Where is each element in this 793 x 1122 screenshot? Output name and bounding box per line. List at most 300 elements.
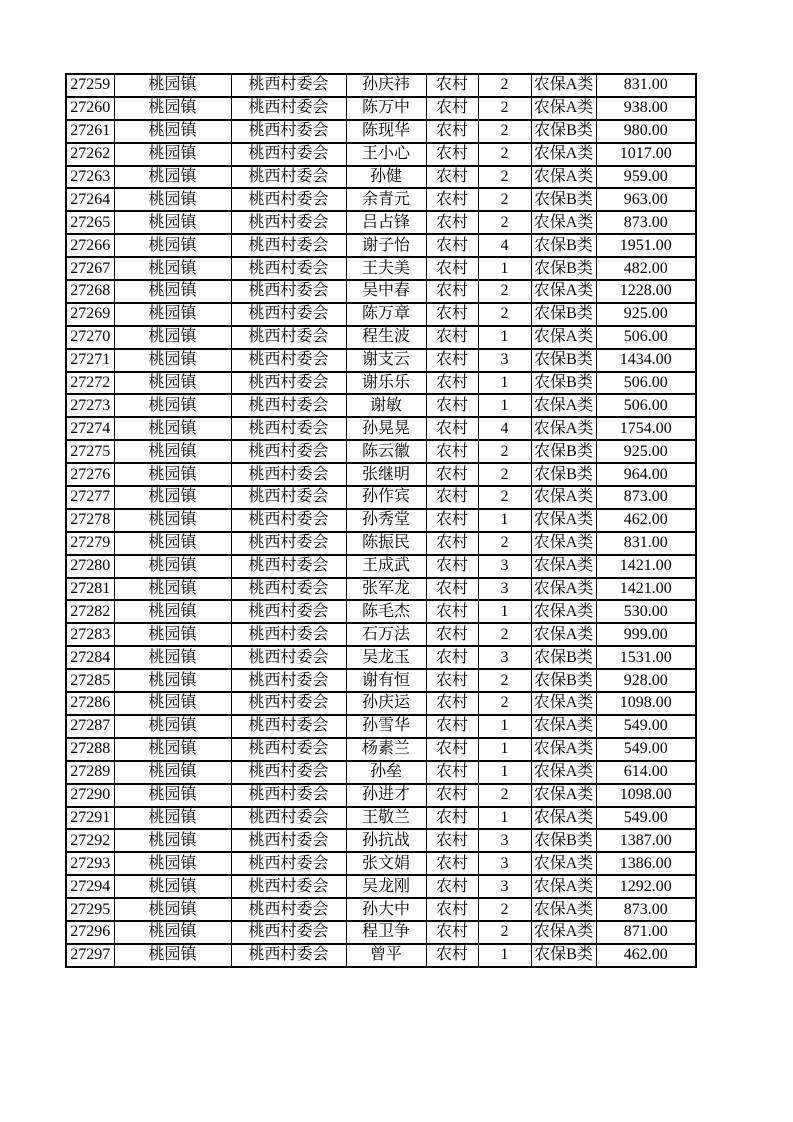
cell-record-id: 27280 xyxy=(66,555,114,578)
cell-village-committee: 桃西村委会 xyxy=(231,921,346,944)
cell-person-name: 孙庆运 xyxy=(346,692,426,715)
cell-person-name: 孙晃晃 xyxy=(346,417,426,440)
cell-person-name: 孙秀堂 xyxy=(346,509,426,532)
cell-residence-type: 农村 xyxy=(426,211,478,234)
cell-record-id: 27259 xyxy=(66,74,114,97)
cell-record-id: 27272 xyxy=(66,372,114,395)
cell-record-id: 27281 xyxy=(66,578,114,601)
cell-person-name: 孙健 xyxy=(346,166,426,189)
cell-amount: 963.00 xyxy=(596,188,696,211)
cell-record-id: 27273 xyxy=(66,394,114,417)
cell-town: 桃园镇 xyxy=(114,784,231,807)
cell-person-count: 2 xyxy=(478,669,531,692)
cell-town: 桃园镇 xyxy=(114,349,231,372)
cell-residence-type: 农村 xyxy=(426,234,478,257)
cell-person-count: 1 xyxy=(478,761,531,784)
cell-residence-type: 农村 xyxy=(426,417,478,440)
cell-record-id: 27266 xyxy=(66,234,114,257)
cell-village-committee: 桃西村委会 xyxy=(231,417,346,440)
cell-village-committee: 桃西村委会 xyxy=(231,211,346,234)
cell-record-id: 27260 xyxy=(66,97,114,120)
cell-person-count: 2 xyxy=(478,784,531,807)
cell-person-count: 2 xyxy=(478,120,531,143)
cell-amount: 549.00 xyxy=(596,715,696,738)
cell-village-committee: 桃西村委会 xyxy=(231,463,346,486)
cell-person-count: 3 xyxy=(478,829,531,852)
cell-person-count: 1 xyxy=(478,715,531,738)
table-row xyxy=(66,532,696,555)
cell-village-committee: 桃西村委会 xyxy=(231,143,346,166)
cell-insurance-category: 农保A类 xyxy=(531,623,596,646)
table-row xyxy=(66,74,696,97)
cell-person-count: 3 xyxy=(478,852,531,875)
cell-insurance-category: 农保A类 xyxy=(531,326,596,349)
cell-amount: 873.00 xyxy=(596,211,696,234)
cell-village-committee: 桃西村委会 xyxy=(231,829,346,852)
cell-person-name: 王敬兰 xyxy=(346,807,426,830)
cell-amount: 1098.00 xyxy=(596,784,696,807)
cell-person-count: 3 xyxy=(478,578,531,601)
cell-amount: 999.00 xyxy=(596,623,696,646)
table-row xyxy=(66,623,696,646)
cell-insurance-category: 农保A类 xyxy=(531,166,596,189)
table-row xyxy=(66,463,696,486)
cell-town: 桃园镇 xyxy=(114,143,231,166)
cell-insurance-category: 农保A类 xyxy=(531,486,596,509)
cell-residence-type: 农村 xyxy=(426,944,478,967)
cell-town: 桃园镇 xyxy=(114,303,231,326)
cell-residence-type: 农村 xyxy=(426,280,478,303)
cell-person-name: 谢敏 xyxy=(346,394,426,417)
cell-insurance-category: 农保A类 xyxy=(531,211,596,234)
cell-person-name: 吴龙刚 xyxy=(346,875,426,898)
cell-person-count: 1 xyxy=(478,944,531,967)
cell-person-name: 程卫争 xyxy=(346,921,426,944)
cell-town: 桃园镇 xyxy=(114,394,231,417)
cell-residence-type: 农村 xyxy=(426,738,478,761)
cell-record-id: 27289 xyxy=(66,761,114,784)
cell-insurance-category: 农保A类 xyxy=(531,715,596,738)
cell-residence-type: 农村 xyxy=(426,761,478,784)
cell-person-count: 1 xyxy=(478,807,531,830)
cell-residence-type: 农村 xyxy=(426,120,478,143)
cell-record-id: 27291 xyxy=(66,807,114,830)
cell-amount: 462.00 xyxy=(596,509,696,532)
table-row xyxy=(66,578,696,601)
cell-person-name: 余青元 xyxy=(346,188,426,211)
cell-insurance-category: 农保A类 xyxy=(531,97,596,120)
cell-person-name: 陈万章 xyxy=(346,303,426,326)
table-row xyxy=(66,417,696,440)
cell-insurance-category: 农保A类 xyxy=(531,784,596,807)
cell-amount: 938.00 xyxy=(596,97,696,120)
cell-insurance-category: 农保A类 xyxy=(531,280,596,303)
cell-record-id: 27290 xyxy=(66,784,114,807)
cell-insurance-category: 农保B类 xyxy=(531,829,596,852)
cell-insurance-category: 农保A类 xyxy=(531,555,596,578)
cell-person-name: 陈现华 xyxy=(346,120,426,143)
cell-amount: 980.00 xyxy=(596,120,696,143)
cell-amount: 506.00 xyxy=(596,326,696,349)
cell-record-id: 27267 xyxy=(66,257,114,280)
cell-insurance-category: 农保B类 xyxy=(531,669,596,692)
cell-record-id: 27269 xyxy=(66,303,114,326)
cell-person-name: 谢支云 xyxy=(346,349,426,372)
cell-town: 桃园镇 xyxy=(114,921,231,944)
cell-town: 桃园镇 xyxy=(114,555,231,578)
cell-residence-type: 农村 xyxy=(426,623,478,646)
cell-town: 桃园镇 xyxy=(114,120,231,143)
cell-amount: 549.00 xyxy=(596,738,696,761)
table-row xyxy=(66,440,696,463)
table-row xyxy=(66,394,696,417)
cell-town: 桃园镇 xyxy=(114,532,231,555)
cell-insurance-category: 农保A类 xyxy=(531,761,596,784)
cell-village-committee: 桃西村委会 xyxy=(231,784,346,807)
cell-town: 桃园镇 xyxy=(114,486,231,509)
cell-insurance-category: 农保B类 xyxy=(531,349,596,372)
cell-village-committee: 桃西村委会 xyxy=(231,623,346,646)
cell-amount: 1421.00 xyxy=(596,578,696,601)
cell-village-committee: 桃西村委会 xyxy=(231,74,346,97)
cell-amount: 1386.00 xyxy=(596,852,696,875)
cell-person-name: 孙进才 xyxy=(346,784,426,807)
cell-person-count: 1 xyxy=(478,738,531,761)
cell-town: 桃园镇 xyxy=(114,188,231,211)
cell-residence-type: 农村 xyxy=(426,852,478,875)
cell-insurance-category: 农保B类 xyxy=(531,257,596,280)
cell-amount: 1951.00 xyxy=(596,234,696,257)
cell-record-id: 27262 xyxy=(66,143,114,166)
cell-village-committee: 桃西村委会 xyxy=(231,349,346,372)
cell-town: 桃园镇 xyxy=(114,600,231,623)
table-row xyxy=(66,784,696,807)
cell-record-id: 27264 xyxy=(66,188,114,211)
cell-town: 桃园镇 xyxy=(114,578,231,601)
cell-residence-type: 农村 xyxy=(426,463,478,486)
cell-residence-type: 农村 xyxy=(426,303,478,326)
cell-residence-type: 农村 xyxy=(426,166,478,189)
table-row xyxy=(66,738,696,761)
cell-town: 桃园镇 xyxy=(114,669,231,692)
table-row xyxy=(66,486,696,509)
cell-town: 桃园镇 xyxy=(114,738,231,761)
cell-person-count: 1 xyxy=(478,257,531,280)
cell-village-committee: 桃西村委会 xyxy=(231,898,346,921)
cell-person-count: 1 xyxy=(478,394,531,417)
cell-residence-type: 农村 xyxy=(426,394,478,417)
cell-village-committee: 桃西村委会 xyxy=(231,97,346,120)
cell-insurance-category: 农保B类 xyxy=(531,372,596,395)
cell-person-name: 杨素兰 xyxy=(346,738,426,761)
cell-person-count: 2 xyxy=(478,166,531,189)
cell-person-count: 2 xyxy=(478,921,531,944)
cell-insurance-category: 农保B类 xyxy=(531,234,596,257)
table-row xyxy=(66,600,696,623)
cell-residence-type: 农村 xyxy=(426,349,478,372)
cell-town: 桃园镇 xyxy=(114,509,231,532)
cell-village-committee: 桃西村委会 xyxy=(231,852,346,875)
cell-town: 桃园镇 xyxy=(114,326,231,349)
cell-person-count: 2 xyxy=(478,280,531,303)
cell-person-count: 3 xyxy=(478,555,531,578)
cell-person-name: 陈云徽 xyxy=(346,440,426,463)
cell-village-committee: 桃西村委会 xyxy=(231,669,346,692)
cell-insurance-category: 农保A类 xyxy=(531,738,596,761)
cell-record-id: 27293 xyxy=(66,852,114,875)
cell-insurance-category: 农保A类 xyxy=(531,875,596,898)
cell-person-count: 2 xyxy=(478,74,531,97)
cell-person-name: 吴龙玉 xyxy=(346,646,426,669)
cell-record-id: 27294 xyxy=(66,875,114,898)
table-row xyxy=(66,898,696,921)
table-row xyxy=(66,372,696,395)
cell-residence-type: 农村 xyxy=(426,646,478,669)
cell-insurance-category: 农保A类 xyxy=(531,532,596,555)
cell-person-name: 孙大中 xyxy=(346,898,426,921)
cell-village-committee: 桃西村委会 xyxy=(231,486,346,509)
cell-village-committee: 桃西村委会 xyxy=(231,372,346,395)
cell-person-count: 1 xyxy=(478,372,531,395)
cell-amount: 873.00 xyxy=(596,486,696,509)
cell-village-committee: 桃西村委会 xyxy=(231,188,346,211)
cell-residence-type: 农村 xyxy=(426,509,478,532)
table-row xyxy=(66,143,696,166)
cell-record-id: 27261 xyxy=(66,120,114,143)
cell-town: 桃园镇 xyxy=(114,280,231,303)
cell-village-committee: 桃西村委会 xyxy=(231,257,346,280)
cell-residence-type: 农村 xyxy=(426,807,478,830)
cell-person-count: 4 xyxy=(478,234,531,257)
cell-amount: 925.00 xyxy=(596,440,696,463)
cell-person-name: 孙垒 xyxy=(346,761,426,784)
cell-record-id: 27275 xyxy=(66,440,114,463)
cell-village-committee: 桃西村委会 xyxy=(231,944,346,967)
cell-record-id: 27287 xyxy=(66,715,114,738)
cell-residence-type: 农村 xyxy=(426,898,478,921)
cell-person-name: 吕占锋 xyxy=(346,211,426,234)
cell-residence-type: 农村 xyxy=(426,715,478,738)
cell-village-committee: 桃西村委会 xyxy=(231,303,346,326)
cell-amount: 614.00 xyxy=(596,761,696,784)
cell-town: 桃园镇 xyxy=(114,257,231,280)
cell-person-count: 2 xyxy=(478,692,531,715)
cell-amount: 1434.00 xyxy=(596,349,696,372)
payment-register-table xyxy=(65,73,697,968)
cell-record-id: 27285 xyxy=(66,669,114,692)
cell-residence-type: 农村 xyxy=(426,188,478,211)
cell-village-committee: 桃西村委会 xyxy=(231,326,346,349)
cell-town: 桃园镇 xyxy=(114,875,231,898)
cell-town: 桃园镇 xyxy=(114,623,231,646)
cell-amount: 871.00 xyxy=(596,921,696,944)
cell-record-id: 27297 xyxy=(66,944,114,967)
cell-amount: 1098.00 xyxy=(596,692,696,715)
cell-person-count: 2 xyxy=(478,486,531,509)
cell-insurance-category: 农保A类 xyxy=(531,74,596,97)
cell-person-name: 王夫美 xyxy=(346,257,426,280)
cell-residence-type: 农村 xyxy=(426,578,478,601)
table-row xyxy=(66,692,696,715)
cell-village-committee: 桃西村委会 xyxy=(231,600,346,623)
cell-town: 桃园镇 xyxy=(114,646,231,669)
cell-person-count: 2 xyxy=(478,623,531,646)
cell-village-committee: 桃西村委会 xyxy=(231,440,346,463)
cell-person-name: 谢乐乐 xyxy=(346,372,426,395)
cell-amount: 831.00 xyxy=(596,532,696,555)
cell-amount: 873.00 xyxy=(596,898,696,921)
cell-amount: 506.00 xyxy=(596,372,696,395)
table-row xyxy=(66,326,696,349)
cell-person-name: 谢子怡 xyxy=(346,234,426,257)
cell-insurance-category: 农保A类 xyxy=(531,807,596,830)
table-row xyxy=(66,944,696,967)
cell-amount: 549.00 xyxy=(596,807,696,830)
cell-person-name: 曾平 xyxy=(346,944,426,967)
cell-record-id: 27296 xyxy=(66,921,114,944)
cell-village-committee: 桃西村委会 xyxy=(231,394,346,417)
cell-person-count: 4 xyxy=(478,417,531,440)
cell-record-id: 27265 xyxy=(66,211,114,234)
table-row xyxy=(66,211,696,234)
cell-residence-type: 农村 xyxy=(426,97,478,120)
cell-village-committee: 桃西村委会 xyxy=(231,509,346,532)
cell-person-count: 3 xyxy=(478,646,531,669)
cell-village-committee: 桃西村委会 xyxy=(231,120,346,143)
cell-record-id: 27270 xyxy=(66,326,114,349)
cell-record-id: 27277 xyxy=(66,486,114,509)
cell-residence-type: 农村 xyxy=(426,372,478,395)
table-row xyxy=(66,120,696,143)
cell-residence-type: 农村 xyxy=(426,257,478,280)
cell-person-count: 2 xyxy=(478,97,531,120)
cell-village-committee: 桃西村委会 xyxy=(231,578,346,601)
cell-person-name: 程生波 xyxy=(346,326,426,349)
cell-insurance-category: 农保B类 xyxy=(531,120,596,143)
cell-person-name: 陈毛杰 xyxy=(346,600,426,623)
table-row xyxy=(66,166,696,189)
cell-town: 桃园镇 xyxy=(114,372,231,395)
cell-residence-type: 农村 xyxy=(426,692,478,715)
table-row xyxy=(66,921,696,944)
cell-village-committee: 桃西村委会 xyxy=(231,692,346,715)
cell-residence-type: 农村 xyxy=(426,486,478,509)
cell-person-name: 陈万中 xyxy=(346,97,426,120)
cell-insurance-category: 农保B类 xyxy=(531,440,596,463)
cell-village-committee: 桃西村委会 xyxy=(231,875,346,898)
cell-amount: 1421.00 xyxy=(596,555,696,578)
cell-residence-type: 农村 xyxy=(426,440,478,463)
table-row xyxy=(66,646,696,669)
cell-record-id: 27284 xyxy=(66,646,114,669)
cell-record-id: 27271 xyxy=(66,349,114,372)
cell-record-id: 27283 xyxy=(66,623,114,646)
cell-insurance-category: 农保A类 xyxy=(531,692,596,715)
cell-record-id: 27292 xyxy=(66,829,114,852)
cell-record-id: 27268 xyxy=(66,280,114,303)
cell-town: 桃园镇 xyxy=(114,211,231,234)
cell-insurance-category: 农保A类 xyxy=(531,394,596,417)
table-row xyxy=(66,188,696,211)
cell-person-count: 2 xyxy=(478,211,531,234)
table-row xyxy=(66,234,696,257)
table-row xyxy=(66,761,696,784)
cell-town: 桃园镇 xyxy=(114,440,231,463)
cell-village-committee: 桃西村委会 xyxy=(231,761,346,784)
cell-record-id: 27282 xyxy=(66,600,114,623)
table-row xyxy=(66,807,696,830)
cell-insurance-category: 农保A类 xyxy=(531,921,596,944)
cell-residence-type: 农村 xyxy=(426,326,478,349)
cell-town: 桃园镇 xyxy=(114,715,231,738)
cell-residence-type: 农村 xyxy=(426,829,478,852)
cell-amount: 959.00 xyxy=(596,166,696,189)
cell-village-committee: 桃西村委会 xyxy=(231,715,346,738)
cell-village-committee: 桃西村委会 xyxy=(231,738,346,761)
cell-person-count: 2 xyxy=(478,898,531,921)
table-row xyxy=(66,280,696,303)
cell-town: 桃园镇 xyxy=(114,417,231,440)
cell-record-id: 27295 xyxy=(66,898,114,921)
table-row xyxy=(66,349,696,372)
cell-person-name: 王成武 xyxy=(346,555,426,578)
cell-person-name: 陈振民 xyxy=(346,532,426,555)
cell-amount: 530.00 xyxy=(596,600,696,623)
cell-person-name: 孙庆祎 xyxy=(346,74,426,97)
cell-town: 桃园镇 xyxy=(114,74,231,97)
cell-town: 桃园镇 xyxy=(114,829,231,852)
cell-village-committee: 桃西村委会 xyxy=(231,166,346,189)
cell-amount: 1017.00 xyxy=(596,143,696,166)
cell-person-name: 孙抗战 xyxy=(346,829,426,852)
cell-amount: 928.00 xyxy=(596,669,696,692)
cell-insurance-category: 农保A类 xyxy=(531,578,596,601)
cell-village-committee: 桃西村委会 xyxy=(231,532,346,555)
cell-amount: 1531.00 xyxy=(596,646,696,669)
table-row xyxy=(66,257,696,280)
cell-person-count: 2 xyxy=(478,463,531,486)
cell-person-name: 张继明 xyxy=(346,463,426,486)
table-row xyxy=(66,829,696,852)
cell-record-id: 27276 xyxy=(66,463,114,486)
cell-record-id: 27274 xyxy=(66,417,114,440)
cell-insurance-category: 农保A类 xyxy=(531,143,596,166)
cell-person-name: 张军龙 xyxy=(346,578,426,601)
cell-residence-type: 农村 xyxy=(426,555,478,578)
cell-town: 桃园镇 xyxy=(114,166,231,189)
cell-residence-type: 农村 xyxy=(426,600,478,623)
table-row xyxy=(66,715,696,738)
cell-town: 桃园镇 xyxy=(114,692,231,715)
cell-insurance-category: 农保A类 xyxy=(531,600,596,623)
cell-record-id: 27286 xyxy=(66,692,114,715)
cell-person-name: 张文娟 xyxy=(346,852,426,875)
cell-residence-type: 农村 xyxy=(426,784,478,807)
cell-record-id: 27263 xyxy=(66,166,114,189)
cell-insurance-category: 农保B类 xyxy=(531,188,596,211)
cell-person-count: 2 xyxy=(478,532,531,555)
cell-residence-type: 农村 xyxy=(426,875,478,898)
cell-residence-type: 农村 xyxy=(426,74,478,97)
cell-person-name: 王小心 xyxy=(346,143,426,166)
cell-record-id: 27278 xyxy=(66,509,114,532)
cell-person-name: 石万法 xyxy=(346,623,426,646)
cell-amount: 964.00 xyxy=(596,463,696,486)
cell-person-count: 2 xyxy=(478,143,531,166)
cell-town: 桃园镇 xyxy=(114,463,231,486)
cell-amount: 1228.00 xyxy=(596,280,696,303)
cell-amount: 482.00 xyxy=(596,257,696,280)
